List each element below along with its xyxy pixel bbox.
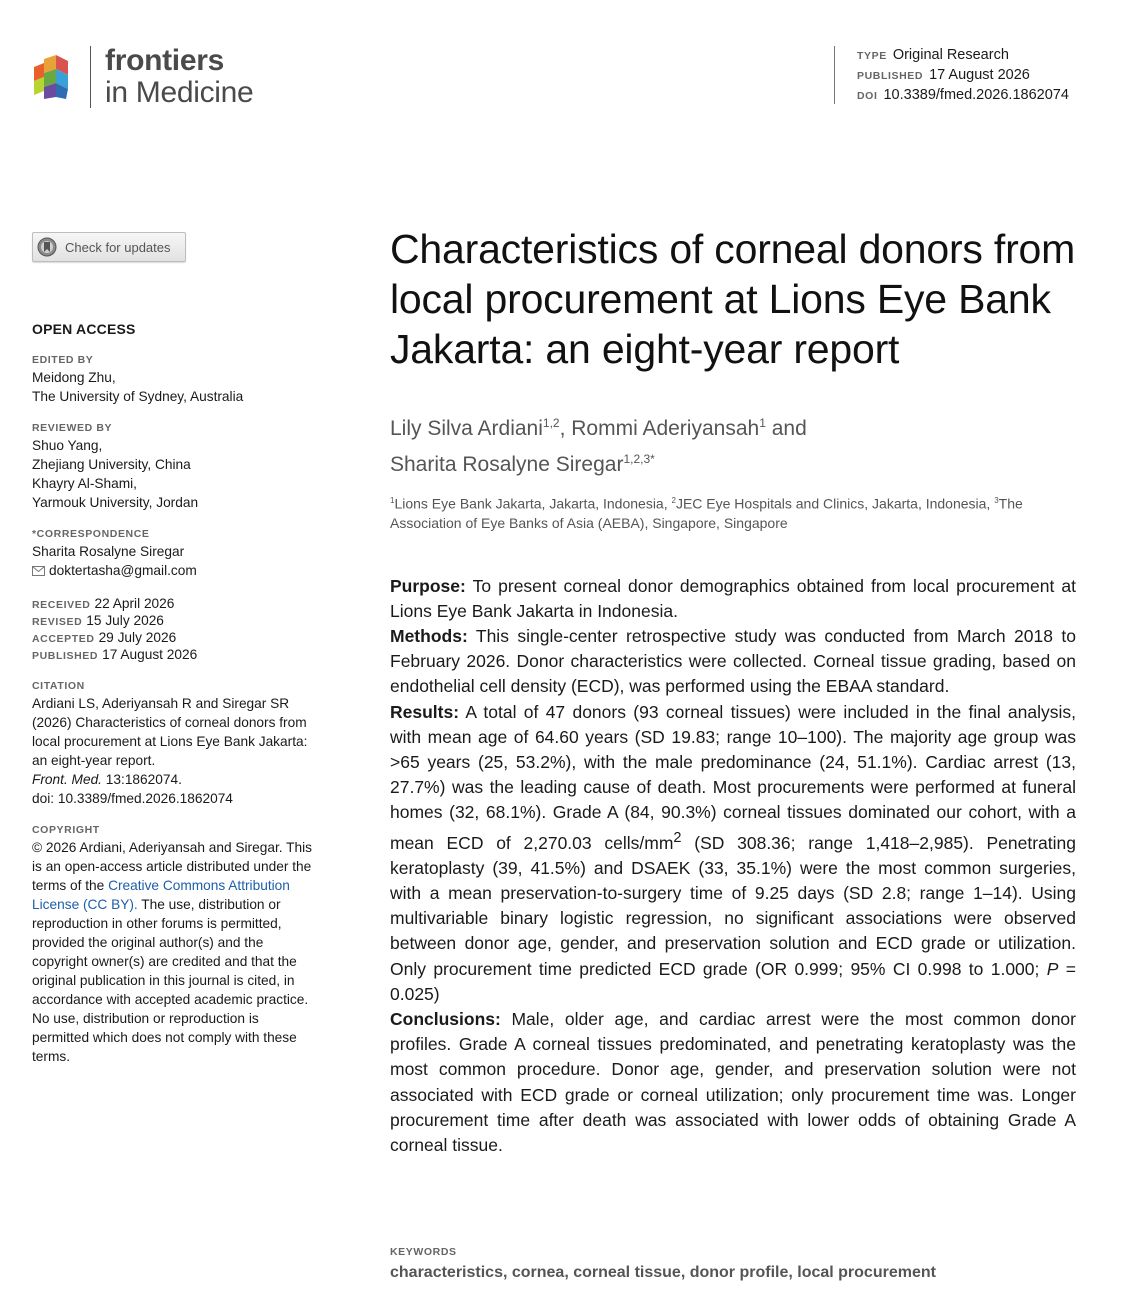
correspondence-email-row [32, 561, 312, 580]
copyright-post: The use, distribution or reproduction in other forums is permitted, provided the original author(s) and the copyright owner(s) are credited and that the original publication in this journal is cited, in accordance with accepted academic practice. No use, distribution or reproduction is permitted which does not comply with these terms. [32, 897, 309, 1064]
author-affiliation-sup: 1,2,3* [623, 452, 655, 466]
author-name[interactable]: Lily Silva Ardiani [390, 417, 543, 440]
abstract-conclusions [390, 1007, 1076, 1158]
meta-type [857, 46, 1069, 66]
methods-label: Methods: [390, 626, 468, 647]
results-text: = 0.025) [390, 958, 1076, 1004]
check-for-updates-button[interactable] [32, 232, 186, 262]
editor-affiliation: The University of Sydney, Australia [32, 389, 244, 404]
affiliation-text: Lions Eye Bank Jakarta, Jakarta, Indonesia, [394, 495, 672, 512]
affiliation-sup: 1 [390, 496, 395, 505]
check-updates-label: Check for updates [65, 239, 171, 255]
article-main [390, 224, 1076, 1158]
reviewer-name: Shuo Yang, [32, 438, 103, 453]
article-meta [834, 46, 1069, 104]
date-key: REVISED [32, 616, 83, 628]
journal-name: in Medicine [105, 76, 254, 109]
copyright-label: COPYRIGHT [32, 824, 100, 836]
abstract-purpose [390, 574, 1076, 624]
affiliation-text: JEC Eye Hospitals and Clinics, Jakarta, Indonesia, [675, 495, 995, 512]
purpose-text: To present corneal donor demographics obtained from local procurement at Lions Eye Bank Jakarta in Indonesia. [390, 575, 1076, 621]
copyright-pre: © 2026 Ardiani, Aderiyansah and Siregar. This is an open-access article distributed under the terms of the [32, 840, 312, 893]
citation-label: CITATION [32, 680, 85, 692]
date-key: RECEIVED [32, 599, 91, 611]
date-value: 17 August 2026 [102, 647, 198, 662]
conclusions-text: Male, older age, and cardiac arrest were the most common donor profiles. Grade A corneal tissues predominated, and penetrating keratoplasty was the most common procedure. Donor age, gender, and preservation solution were not associated with ECD grade or corneal utilization; only procurement time was. Longer procurement time after death was associated with lower odds of obtaining Grade A corneal tissue. [390, 1008, 1076, 1155]
citation-journal: Front. Med. [32, 772, 102, 787]
author-separator: , [559, 417, 572, 440]
date-value: 22 April 2026 [94, 596, 175, 611]
article-title: Characteristics of corneal donors from local procurement at Lions Eye Bank Jakarta: an eight-year report [390, 226, 1076, 372]
date-revised [32, 613, 312, 630]
author-separator: and [765, 417, 807, 440]
reviewer-affiliation: Zhejiang University, China [32, 457, 191, 472]
sidebar [32, 232, 312, 1066]
meta-doi [857, 86, 1069, 106]
correspondence-name: Sharita Rosalyne Siregar [32, 544, 185, 559]
edited-by-label: EDITED BY [32, 354, 94, 366]
author-affiliation-sup: 1,2 [542, 416, 560, 430]
keywords-section [390, 1246, 936, 1282]
date-published [32, 647, 312, 664]
meta-value: Original Research [892, 47, 1009, 63]
affiliations [390, 491, 1076, 533]
methods-text: This single-center retrospective study was conducted from March 2018 to February 2026. Donor characteristics were collected. Corneal tissue grading, based on endothelial cell density (ECD), was performed using the EBAA standard. [390, 626, 1076, 697]
meta-key: PUBLISHED [857, 70, 924, 82]
citation-text [32, 694, 312, 808]
reviewer-name: Khayry Al-Shami, [32, 476, 137, 491]
results-label: Results: [390, 701, 460, 722]
results-text: (SD 308.36; range 1,418–2,985). Penetrating keratoplasty (39, 41.5%) and DSAEK (33, 35.1%) were the most common surgeries, with a mean preservation-to-surgery time of 9.25 days (SD 2.8; range 1–14). Using multivariable binary logistic regression, no significant associations were observed between donor age, gender, and preservation solution and ECD grade or utilization. Only procurement time predicted ECD grade (OR 0.999; 95% CI 0.998 to 1.000; [390, 832, 1076, 979]
abstract-methods [390, 624, 1076, 700]
brand-name: frontiers [105, 44, 224, 77]
author-list [390, 408, 1076, 480]
correspondence-label: *CORRESPONDENCE [32, 528, 150, 540]
open-access-label: OPEN ACCESS [32, 321, 136, 337]
meta-value: 17 August 2026 [929, 67, 1030, 83]
mail-icon [32, 566, 45, 576]
abstract-results [390, 700, 1076, 1007]
results-superscript: 2 [673, 829, 682, 846]
p-value-symbol: P [1046, 958, 1059, 979]
reviewer-affiliation: Yarmouk University, Jordan [32, 495, 199, 510]
date-key: ACCEPTED [32, 633, 95, 645]
date-key: PUBLISHED [32, 650, 99, 662]
editor-name: Meidong Zhu, [32, 370, 116, 385]
date-value: 29 July 2026 [98, 630, 177, 645]
affiliation-sup: 3 [994, 496, 999, 505]
author-name[interactable]: Rommi Aderiyansah [571, 417, 760, 440]
date-value: 15 July 2026 [86, 613, 164, 628]
reviewed-by-label: REVIEWED BY [32, 422, 113, 434]
keywords-list: characteristics, cornea, corneal tissue, donor profile, local procurement [390, 1264, 936, 1281]
keywords-label: KEYWORDS [390, 1246, 457, 1258]
author-name[interactable]: Sharita Rosalyne Siregar [390, 453, 624, 476]
article-dates [32, 596, 312, 664]
affiliation-sup: 2 [671, 496, 676, 505]
results-text: A total of 47 donors (93 corneal tissues) were included in the final analysis, with mean age of 64.60 years (SD 19.83; range 10–100). The majority age group was >65 years (25, 53.2%), with the male predominance (24, 51.1%). Cardiac arrest (13, 27.7%) was the leading cause of death. Most procurements were performed at funeral homes (32, 68.1%). Grade A (84, 90.3%) corneal tissues dominated our cohort, with a mean ECD of 2,270.03 cells/mm [390, 701, 1076, 853]
citation-volume: 13:1862074. [101, 772, 182, 787]
abstract [390, 574, 1076, 1159]
citation-doi[interactable]: doi: 10.3389/fmed.2026.1862074 [32, 791, 233, 806]
conclusions-label: Conclusions: [390, 1008, 501, 1029]
meta-key: TYPE [857, 50, 887, 62]
cc-by-license-link[interactable]: Creative Commons Attribution License (CC BY). [32, 878, 290, 912]
copyright-text [32, 838, 312, 1066]
logo-divider [90, 46, 91, 108]
date-accepted [32, 630, 312, 647]
meta-key: DOI [857, 90, 878, 102]
bookmark-icon [37, 237, 57, 257]
date-received [32, 596, 312, 613]
frontiers-logo-icon [32, 53, 74, 101]
correspondence-email[interactable]: doktertasha@gmail.com [49, 563, 197, 578]
doi-link[interactable]: 10.3389/fmed.2026.1862074 [883, 87, 1069, 103]
author-affiliation-sup: 1 [759, 416, 766, 430]
meta-published [857, 66, 1069, 86]
citation-body: Ardiani LS, Aderiyansah R and Siregar SR (2026) Characteristics of corneal donors from local procurement at Lions Eye Bank Jakarta: an eight-year report. [32, 696, 308, 768]
affiliation-text: The Association of Eye Banks of Asia (AEBA), Singapore, Singapore [390, 495, 1023, 531]
journal-logo[interactable] [32, 46, 253, 108]
purpose-label: Purpose: [390, 575, 466, 596]
